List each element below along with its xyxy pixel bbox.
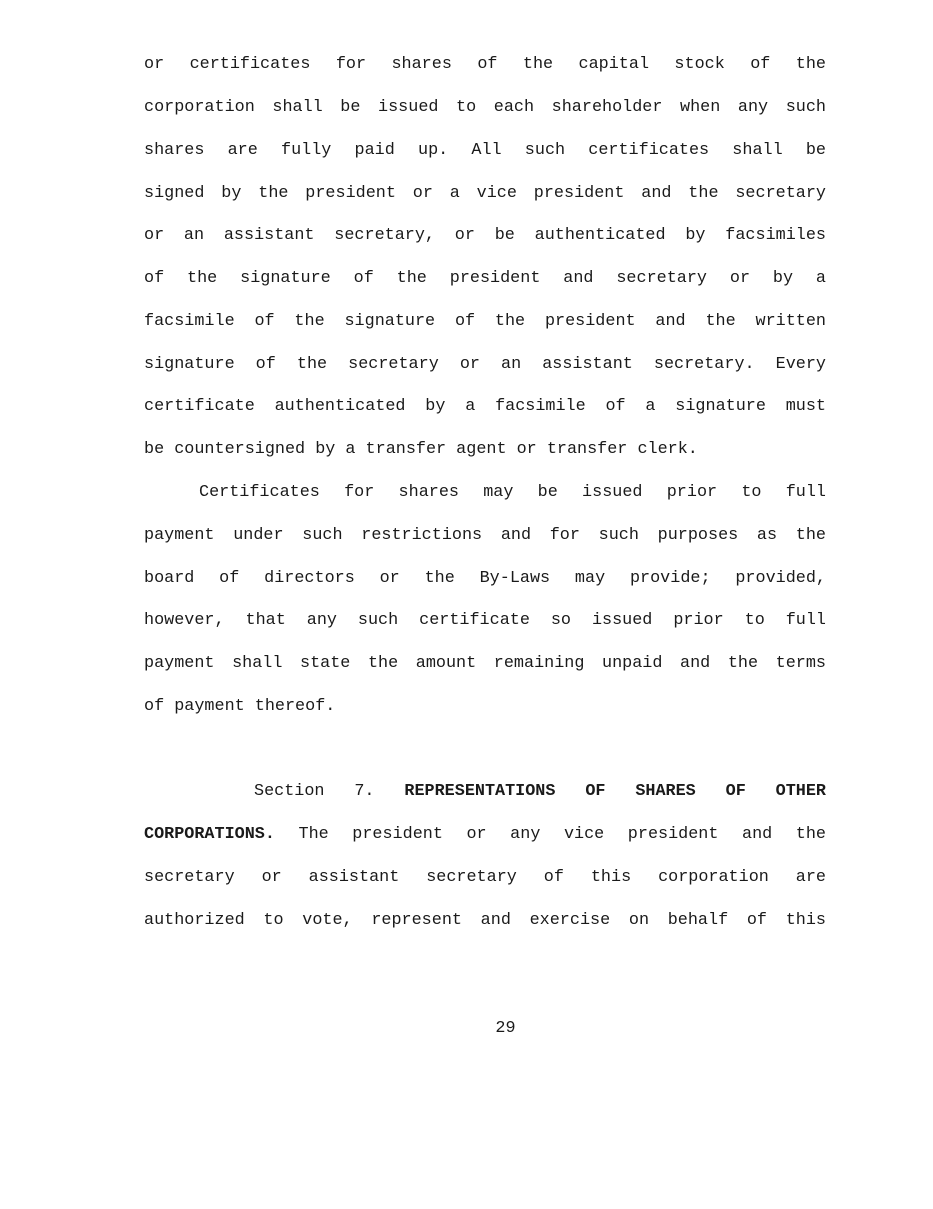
section-title-continued: CORPORATIONS. [144,825,275,844]
text-line: of payment thereof. [144,697,336,716]
text-line: however, that any such certificate so issued prior to full [144,611,826,630]
text-line: facsimile of the signature of the president and the written [144,312,826,331]
text-line: Certificates for shares may be issued prior to full [199,483,826,502]
text-line: or certificates for shares of the capital stock of the [144,55,826,74]
text-line: signed by the president or a vice president and the secretary [144,184,826,203]
text-line: board of directors or the By-Laws may provide; provided, [144,569,826,588]
text-line: be countersigned by a transfer agent or transfer clerk. [144,440,698,459]
section-heading-line [254,782,826,802]
text-line: certificate authenticated by a facsimile of a signature must [144,397,826,416]
section-text: The president or any vice president and the [298,825,826,844]
text-line: of the signature of the president and secretary or by a [144,269,826,288]
section-title-continuation-line [144,825,826,845]
text-line: authorized to vote, represent and exercise on behalf of this [144,911,826,930]
text-line: corporation shall be issued to each shareholder when any such [144,98,826,117]
page-number: 29 [495,1019,516,1038]
text-line: signature of the secretary or an assistant secretary. Every [144,355,826,374]
text-line: payment under such restrictions and for such purposes as the [144,526,826,545]
text-line: or an assistant secretary, or be authenticated by facsimiles [144,226,826,245]
section-title: REPRESENTATIONS OF SHARES OF OTHER [404,782,826,801]
text-line: payment shall state the amount remaining unpaid and the terms [144,654,826,673]
section-number: Section 7. [254,782,375,801]
text-line: secretary or assistant secretary of this corporation are [144,868,826,887]
text-line: shares are fully paid up. All such certificates shall be [144,141,826,160]
